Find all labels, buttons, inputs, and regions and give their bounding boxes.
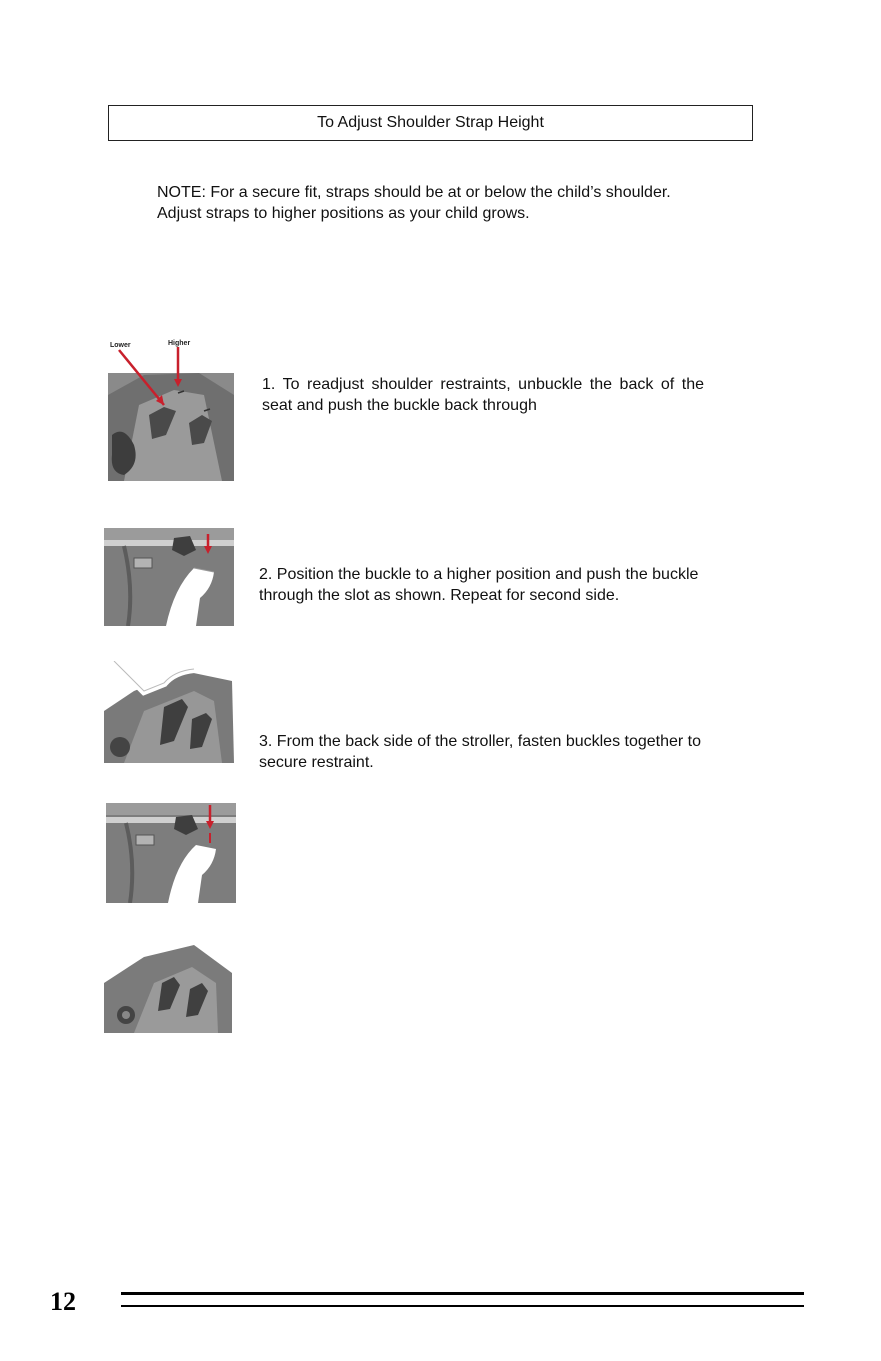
label-higher: Higher xyxy=(168,340,191,347)
illustration-strap-slots xyxy=(104,335,236,485)
illustration-buckle-push xyxy=(104,528,234,626)
note-block xyxy=(157,182,797,224)
note-line-1: NOTE: For a secure fit, straps should be at or below the child’s shoulder. xyxy=(157,184,671,201)
label-lower: Lower xyxy=(110,342,131,349)
section-title-box xyxy=(108,105,753,141)
footer-rule-thick xyxy=(121,1292,804,1295)
note-line-2: Adjust straps to higher positions as your child grows. xyxy=(157,205,530,222)
section-title: To Adjust Shoulder Strap Height xyxy=(317,114,544,131)
illustration-secured-seat xyxy=(104,943,232,1033)
footer-rule-thin xyxy=(121,1305,804,1307)
step-2-text: 2. Position the buckle to a higher position and push the buckle through the slot as shown. Repeat for second side. xyxy=(259,566,699,604)
step-3-text: 3. From the back side of the stroller, fasten buckles together to secure restraint. xyxy=(259,733,702,771)
page-number: 12 xyxy=(50,1287,76,1316)
illustration-buckle-repeat xyxy=(106,803,236,903)
illustration-fasten-buckles xyxy=(104,661,234,763)
step-1-text: 1. To readjust shoulder restraints, unbuckle the back of the seat and push the buckle back through xyxy=(262,376,704,414)
